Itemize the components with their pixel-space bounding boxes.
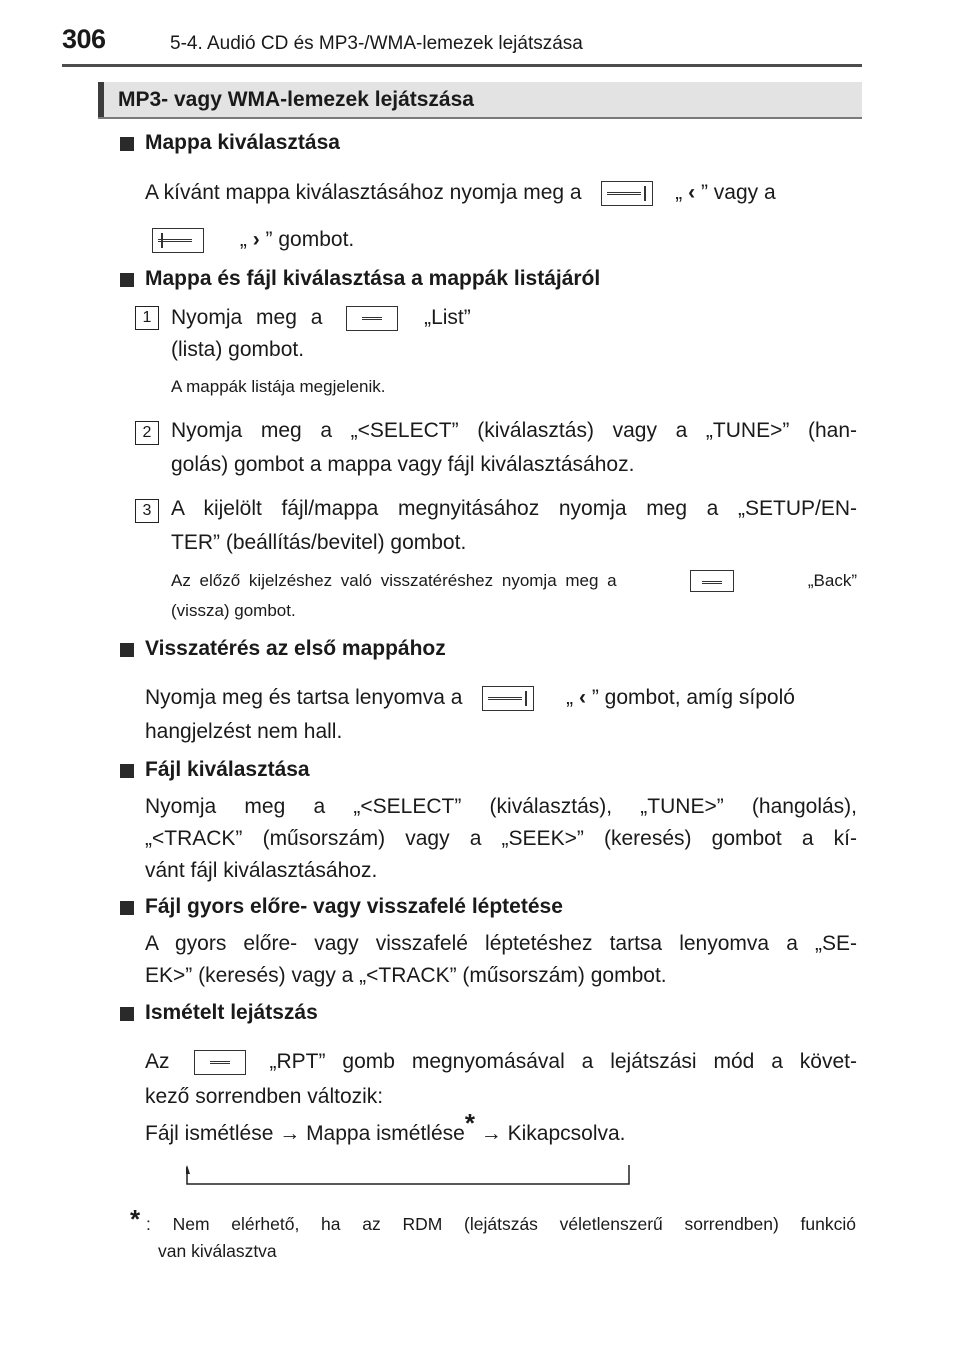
step3-line2: TER” (beállítás/bevitel) gombot. [171, 531, 467, 554]
bullet-square-icon [120, 643, 134, 657]
repeat-line1 [145, 1045, 857, 1079]
chevron-right-icon: › [252, 228, 260, 251]
footnote-asterisk: * [130, 1204, 141, 1234]
heading-file-select: Fájl kiválasztása [145, 758, 310, 781]
step3-line1: A kijelölt fájl/mappa megnyitásához nyomja meg a „SETUP/EN- [171, 497, 857, 520]
text: „ [239, 228, 247, 251]
rpt-button-icon [194, 1050, 246, 1075]
footnote-line2: van kiválasztva [158, 1241, 277, 1261]
fast-forward-line2: EK>” (keresés) vagy a „<TRACK” (műsorszám) gombot. [145, 964, 667, 987]
folder-down-button-icon [601, 181, 653, 206]
text: ” gombot. [265, 228, 355, 251]
chevron-left-icon: ‹ [688, 181, 696, 204]
step2-line2: golás) gombot a mappa vagy fájl kiválasztásához. [171, 453, 635, 476]
step3-note-line2: (vissza) gombot. [171, 601, 296, 620]
arrow-right-icon: → [480, 1122, 502, 1145]
text: Fájl ismétlése [145, 1122, 274, 1145]
file-select-line3: vánt fájl kiválasztásához. [145, 859, 378, 882]
bullet-square-icon [120, 901, 134, 915]
text: „RPT” gomb megnyomásával a lejátszási mód a követ- [269, 1050, 857, 1073]
back-button-icon [690, 570, 734, 592]
text: „List” [424, 306, 471, 329]
heading-fast-forward: Fájl gyors előre- vagy visszafelé léptetése [145, 895, 563, 918]
bullet-square-icon [120, 273, 134, 287]
section-title: MP3- vagy WMA-lemezek lejátszása [118, 88, 474, 111]
file-select-line1: Nyomja meg a „<SELECT” (kiválasztás), „TUNE>” (hangolás), [145, 795, 857, 818]
step1-line1 [171, 301, 471, 335]
heading-repeat: Ismételt lejátszás [145, 1001, 318, 1024]
footnote-line1: : Nem elérhető, ha az RDM (lejátszás véletlenszerű sorrendben) funkció [146, 1214, 856, 1234]
step1-line2: (lista) gombot. [171, 338, 305, 361]
text: Nyomja meg és tartsa lenyomva a [145, 686, 463, 709]
chapter-title: 5-4. Audió CD és MP3-/WMA-lemezek lejátszása [170, 33, 583, 54]
heading-list-select: Mappa és fájl kiválasztása a mappák listájáról [145, 267, 601, 290]
text: Mappa ismétlése [306, 1122, 465, 1145]
text: ” gombot, amíg sípoló [591, 686, 795, 709]
folder-up-button-icon [152, 228, 204, 253]
text: ” vagy a [700, 181, 776, 204]
bullet-square-icon [120, 137, 134, 151]
text: Kikapcsolva. [507, 1122, 626, 1145]
folder-down-button-icon [482, 686, 534, 711]
bullet-square-icon [120, 764, 134, 778]
heading-folder-select: Mappa kiválasztása [145, 131, 340, 154]
first-folder-line2: hangjelzést nem hall. [145, 720, 343, 743]
text: „ [566, 686, 574, 709]
folder-select-line2 [152, 223, 354, 257]
step-number: 2 [135, 421, 159, 445]
heading-first-folder: Visszatérés az első mappához [145, 637, 446, 660]
bullet-square-icon [120, 1007, 134, 1021]
repeat-sequence [145, 1108, 626, 1151]
arrow-right-icon: → [279, 1122, 301, 1145]
section-title-bar [98, 82, 862, 119]
text: „ [675, 181, 683, 204]
asterisk-mark: * [464, 1108, 475, 1138]
first-folder-line1 [145, 681, 857, 715]
page-number: 306 [62, 24, 106, 54]
cycle-back-arrow-icon [186, 1165, 630, 1185]
repeat-line2: kező sorrendben változik: [145, 1085, 384, 1108]
step1-note: A mappák listája megjelenik. [171, 377, 386, 396]
text: Az előző kijelzéshez való visszatéréshez nyomja meg a [171, 571, 617, 590]
list-button-icon [346, 306, 398, 331]
step2-line1: Nyomja meg a „<SELECT” (kiválasztás) vagy a „TUNE>” (han- [171, 419, 857, 442]
step-number: 1 [135, 306, 159, 330]
fast-forward-line1: A gyors előre- vagy visszafelé léptetéshez tartsa lenyomva a „SE- [145, 932, 857, 955]
chevron-left-icon: ‹ [579, 686, 586, 709]
step-number: 3 [135, 499, 159, 523]
text: A kívánt mappa kiválasztásához nyomja meg a [145, 181, 582, 204]
step3-note-line1 [171, 566, 857, 596]
section-marker [98, 82, 104, 117]
file-select-line2: „<TRACK” (műsorszám) vagy a „SEEK>” (keresés) gombot a kí- [145, 827, 857, 850]
text: „Back” [807, 571, 857, 590]
folder-select-line1 [145, 176, 857, 210]
header-divider [62, 64, 862, 67]
text: Az [145, 1050, 170, 1073]
text: Nyomja meg a [171, 306, 323, 329]
